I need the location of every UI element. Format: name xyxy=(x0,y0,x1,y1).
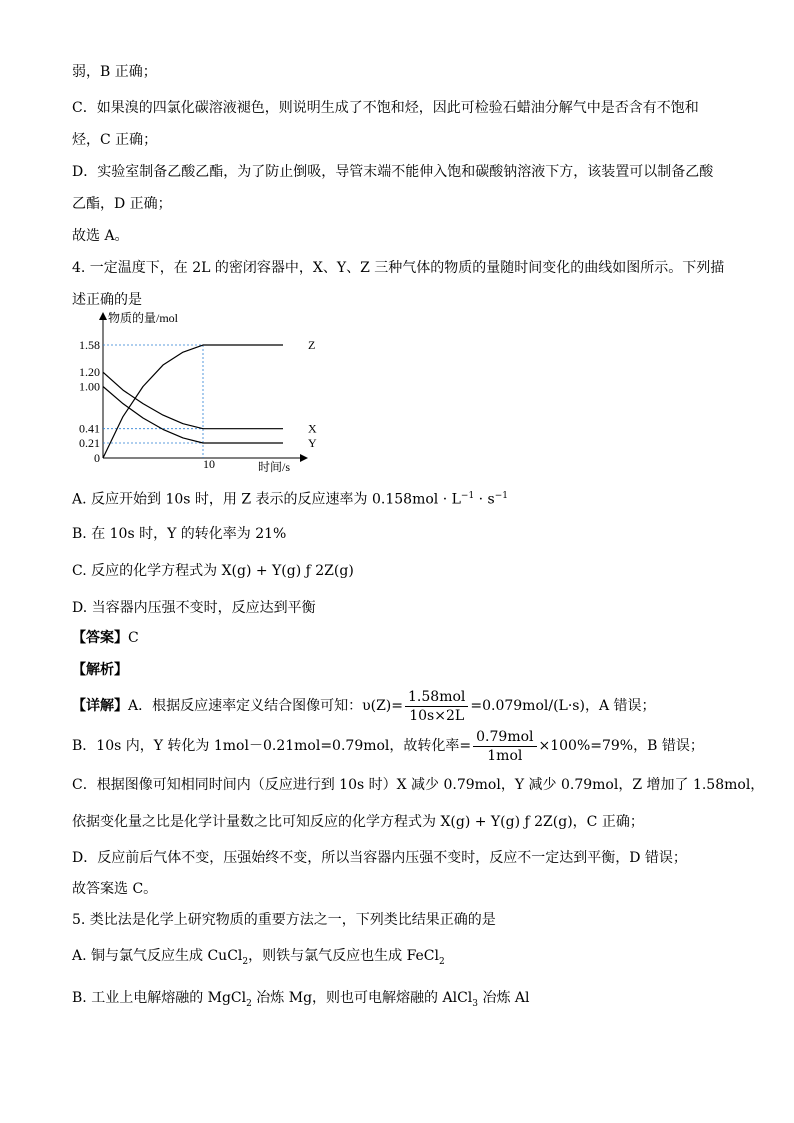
detail-tag: 【详解】 xyxy=(72,698,128,714)
text-line: 弱，B 正确； xyxy=(72,64,157,80)
detail-c-1: C．根据图像可知相同时间内（反应进行到 10s 时）X 减少 0.79mol，Y 减少 0.79mol，Z 增加了 1.58mol， xyxy=(72,777,765,793)
y-tick-label: 1.00 xyxy=(79,379,100,394)
answer-value: C xyxy=(128,630,139,646)
question-5-stem: 5. 类比法是化学上研究物质的重要方法之一，下列类比结果正确的是 xyxy=(72,912,496,928)
option-b: B. 在 10s 时，Y 的转化率为 21% xyxy=(72,526,287,542)
option-c: C. 反应的化学方程式为 X(g) + Y(g) ƒ 2Z(g) xyxy=(72,563,354,579)
amount-vs-time-chart xyxy=(72,310,317,475)
fraction-conversion: $\frac{\text{0.79mol}}{\text{1mol}}$ xyxy=(473,728,536,765)
answer-line xyxy=(72,628,139,648)
detail-b: B．10s 内，Y 转化为 1mol－0.21mol=0.79mol，故转化率= $\frac{\text{0.79mol}}{\text{1mol}}$ ×100%=79%，B 错误； xyxy=(72,728,704,764)
x-axis-label: 时间/s xyxy=(258,460,291,474)
detail-a: 【详解】A．根据反应速率定义结合图像可知：υ(Z)= $\frac{\text{1.58mol}}{10s\times 2L}$ =0.079mol/(L·s)，A 错误； xyxy=(72,688,656,724)
option-d: D. 当容器内压强不变时，反应达到平衡 xyxy=(72,600,316,616)
analysis-tag: 【解析】 xyxy=(72,662,128,678)
y-tick-label: 0 xyxy=(94,451,100,465)
text-line: C．如果溴的四氯化碳溶液褪色，则说明生成了不饱和烃，因此可检验石蜡油分解气中是否含有不饱和 xyxy=(72,100,699,116)
text-line: D．实验室制备乙酸乙酯，为了防止倒吸，导管末端不能伸入饱和碳酸钠溶液下方，该装置可以制备乙酸 xyxy=(72,164,714,180)
fraction-rate: $\frac{\text{1.58mol}}{10s\times 2L}$ xyxy=(405,688,468,725)
series-z-label: Z xyxy=(308,338,316,353)
y-tick-label: 0.41 xyxy=(79,421,100,436)
detail-c-2: 依据变化量之比是化学计量数之比可知反应的化学方程式为 X(g) + Y(g) ƒ 2Z(g)，C 正确； xyxy=(72,814,644,830)
answer-tag: 【答案】 xyxy=(72,630,128,646)
series-y-label: Y xyxy=(308,435,317,450)
text-line: 故选 A。 xyxy=(72,228,129,244)
option-a: A. 反应开始到 10s 时，用 Z 表示的反应速率为 $0.158mol \cdot L^{-1} \cdot s^{-1}$ xyxy=(72,491,509,508)
detail-d: D．反应前后气体不变，压强始终不变，所以当容器内压强不变时，反应不一定达到平衡，D 错误； xyxy=(72,850,687,866)
series-x-label: X xyxy=(308,421,317,436)
x-tick-label: 10 xyxy=(203,457,215,471)
question-4-stem: 4. 一定温度下，在 2L 的密闭容器中，X、Y、Z 三种气体的物质的量随时间变化的曲线如图所示。下列描 xyxy=(72,260,725,276)
series-x-curve xyxy=(103,372,283,428)
y-tick-label: 1.20 xyxy=(79,365,100,380)
y-axis-label: 物质的量/mol xyxy=(108,311,179,325)
question-4-stem-cont: 述正确的是 xyxy=(72,292,142,308)
y-tick-label: 0.21 xyxy=(79,435,100,450)
conclusion: 故答案选 C。 xyxy=(72,881,158,897)
q5-option-a: A. 铜与氯气反应生成 CuCl$_2$，则铁与氯气反应也生成 FeCl$_2$ xyxy=(72,948,445,967)
y-tick-label: 1.58 xyxy=(79,338,100,353)
text-line: 乙酯，D 正确； xyxy=(72,196,172,212)
text-line: 烃，C 正确； xyxy=(72,132,158,148)
q5-option-b: B. 工业上电解熔融的 MgCl$_2$ 冶炼 Mg，则也可电解熔融的 AlCl$_3$ 冶炼 Al xyxy=(72,990,530,1009)
